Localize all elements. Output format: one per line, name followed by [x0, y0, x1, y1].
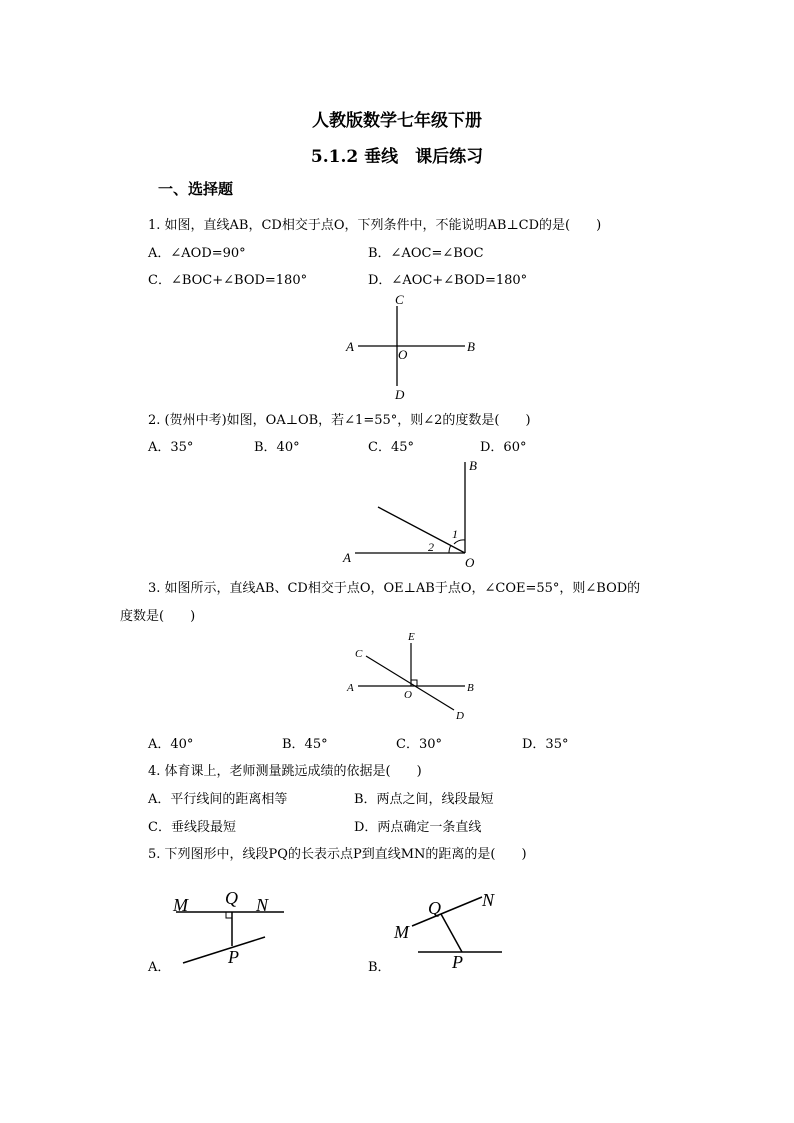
q5-option-a: A．: [148, 960, 171, 975]
q4-option-d: D．两点确定一条直线: [354, 820, 482, 835]
q5-option-b: B．: [368, 960, 391, 975]
question-2-text: 2. (贺州中考)如图，OA⊥OB，若∠1=55°，则∠2的度数是( ): [148, 413, 531, 428]
q2-option-d: D．60°: [480, 440, 527, 455]
q3-label-o: O: [404, 689, 412, 701]
q3-label-b: B: [467, 682, 474, 694]
q4-option-c: C．垂线段最短: [148, 820, 236, 835]
q2-option-b: B．40°: [254, 440, 300, 455]
q4-option-b: B．两点之间，线段最短: [354, 792, 494, 807]
q2-label-b: B: [469, 458, 477, 473]
q5b-label-n: N: [482, 890, 495, 910]
q5b-line-mn: [412, 897, 482, 926]
q3-label-a: A: [347, 682, 354, 694]
question-5-text: 5. 下列图形中，线段PQ的长表示点P到直线MN的距离的是( ): [148, 847, 527, 862]
question-3-text-line1: 3. 如图所示，直线AB、CD相交于点O，OE⊥AB于点O，∠COE=55°，则∠BOD的: [148, 581, 641, 596]
page-subtitle: 5.1.2 垂线 课后练习: [310, 147, 484, 167]
page-title: 人教版数学七年级下册: [312, 111, 482, 131]
q5b-label-m: M: [394, 922, 409, 942]
q5a-label-m: M: [173, 895, 188, 915]
q1-option-c: C．∠BOC+∠BOD=180°: [148, 273, 308, 288]
question-4-text: 4. 体育课上，老师测量跳远成绩的依据是( ): [148, 764, 422, 779]
q1-option-b: B．∠AOC=∠BOC: [368, 246, 484, 261]
q1-option-d: D．∠AOC+∠BOD=180°: [368, 273, 528, 288]
q4-option-a: A．平行线间的距离相等: [148, 792, 288, 807]
q3-label-d: D: [456, 710, 464, 722]
q5a-label-q: Q: [225, 888, 238, 908]
q1-label-b: B: [467, 339, 475, 354]
q1-label-d: D: [395, 387, 405, 402]
q3-label-c: C: [355, 648, 363, 660]
q1-label-a: A: [346, 339, 354, 354]
q5b-label-q: Q: [428, 898, 441, 918]
q5b-segment-pq: [441, 914, 462, 952]
q3-option-c: C．30°: [396, 737, 442, 752]
q1-label-c: C: [395, 292, 404, 307]
q2-label-2: 2: [428, 540, 434, 554]
q1-label-o: O: [398, 347, 408, 362]
question-3-text-line2: 度数是( ): [120, 609, 196, 624]
q2-label-1: 1: [452, 527, 458, 541]
q2-label-a: A: [343, 550, 351, 565]
question-1-text: 1. 如图，直线AB，CD相交于点O，下列条件中，不能说明AB⊥CD的是( ): [148, 218, 602, 233]
q2-option-c: C．45°: [368, 440, 414, 455]
q3-option-d: D．35°: [522, 737, 569, 752]
q2-label-o: O: [465, 555, 475, 570]
q3-option-b: B．45°: [282, 737, 328, 752]
section-heading: 一、选择题: [158, 180, 234, 198]
q2-option-a: A．35°: [148, 440, 194, 455]
q3-option-a: A．40°: [148, 737, 194, 752]
q5a-label-n: N: [256, 895, 269, 915]
q5b-label-p: P: [452, 952, 463, 972]
q3-label-e: E: [408, 631, 415, 643]
q1-option-a: A．∠AOD=90°: [148, 246, 246, 261]
q5a-label-p: P: [228, 947, 239, 967]
